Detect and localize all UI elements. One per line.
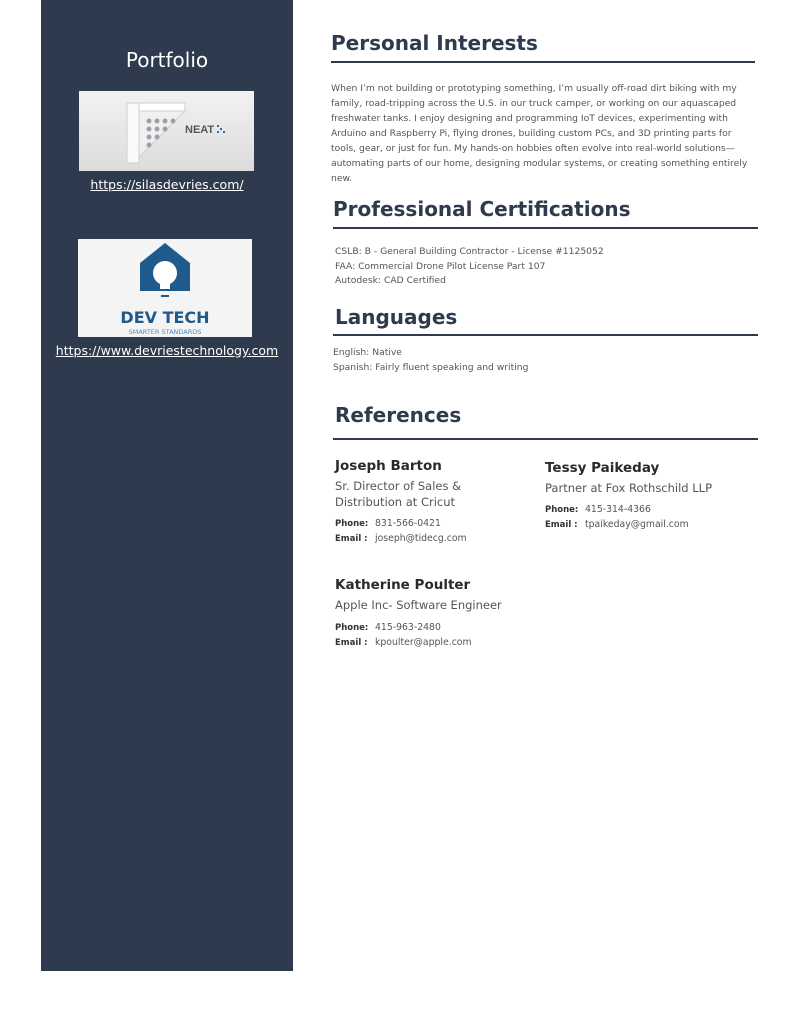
reference-name: Katherine Poulter [335,577,471,593]
certifications-divider [333,227,758,229]
email-label: Email : [545,520,578,530]
reference-phone: 415-314-4366 [585,504,651,515]
reference-phone-row [545,504,651,515]
devtech-logo-subtext: SMARTER STANDARDS [128,328,202,336]
certifications-list [335,245,604,289]
interests-heading: Personal Interests [331,31,538,55]
portfolio-title: Portfolio [125,48,209,72]
reference-title: Sr. Director of Sales & Distribution at Cricut [335,479,462,509]
reference-email-row [545,519,689,530]
reference-email[interactable]: kpoulter@apple.com [375,637,472,648]
portfolio-link-devriestechnology[interactable]: https://www.devriestechnology.com [55,343,279,358]
reference-email-row [335,637,472,648]
reference-email-row [335,533,467,544]
portfolio-link-silasdevries[interactable]: https://silasdevries.com/ [90,177,244,192]
references-divider [333,438,758,440]
reference-phone: 415-963-2480 [375,622,441,633]
certifications-heading: Professional Certifications [333,197,631,221]
reference-phone-row [335,518,441,529]
language-item: Spanish: Fairly fluent speaking and writing [333,361,529,373]
certification-item: CSLB: B - General Building Contractor - License #1125052 [335,246,604,257]
phone-label: Phone: [545,505,579,515]
interests-divider [331,61,755,63]
reference-name: Joseph Barton [335,458,442,474]
reference-title: Apple Inc- Software Engineer [335,598,502,612]
interests-paragraph: When I’m not building or prototyping something, I’m usually off-road dirt biking with my family, road-tripping across the U.S. in our truck camper, or working on our aquascaped freshwater tanks. I enjoy designing and programming IoT devices, experimenting with Arduino and Raspberry Pi, flying drones, building custom PCs, and 3D printing parts for tools, gear, or just for fun. My hands-on hobbies often evolve into real-world solutions— automating parts of our home, designing modular systems, or creating something entirely new. [331,83,748,184]
languages-list [333,346,528,375]
languages-heading: Languages [335,305,458,329]
phone-label: Phone: [335,623,369,633]
language-item: English: Native [333,347,402,358]
email-label: Email : [335,534,368,544]
devtech-logo-text: DEV TECH [120,308,210,327]
reference-title: Partner at Fox Rothschild LLP [545,481,713,495]
languages-divider [333,334,758,336]
references-heading: References [335,403,462,427]
phone-label: Phone: [335,519,369,529]
neat-logo-text: NEAT [185,124,215,136]
reference-phone-row [335,622,441,633]
reference-name: Tessy Paikeday [545,460,660,476]
certification-item: Autodesk: CAD Certified [335,275,446,286]
reference-email[interactable]: joseph@tidecg.com [375,533,467,544]
reference-email[interactable]: tpaikeday@gmail.com [585,519,689,530]
email-label: Email : [335,638,368,648]
reference-phone: 831-566-0421 [375,518,441,529]
certification-item: FAA: Commercial Drone Pilot License Part 107 [335,260,546,272]
